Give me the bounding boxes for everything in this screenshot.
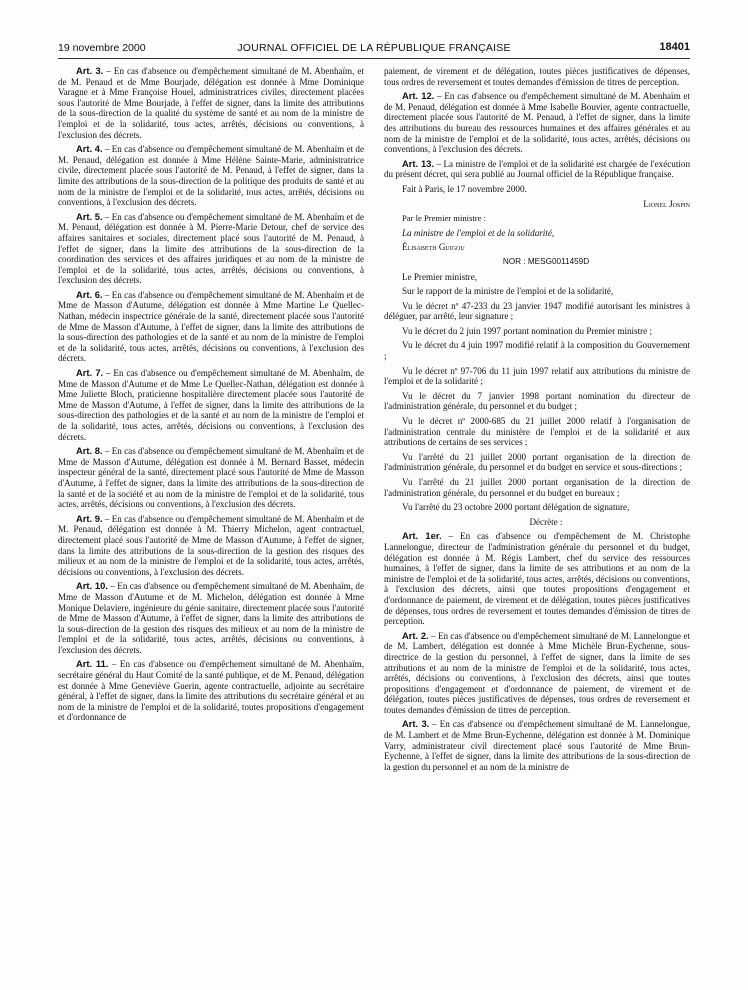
preamble-line: Vu l'arrêté du 21 juillet 2000 portant organisation de la direction de l'administration générale, du personnel et du budget en service et sous-directions ; <box>384 451 690 473</box>
article-text: En cas d'absence ou d'empêchement simultané de M. Abenhaïm et de M. Penaud, délégation est donnée à M. Thierry Michelon, agent contractuel, directement placé sous l'autorité de Mme de Masson d'Autume, à l'effet de signer, dans la limite des attributions de la sous-direction de la gestion des risques des milieux et au nom de la ministre de l'emploi et de la solidarité, tous actes, arrêtés, décisions ou conventions, à l'exclusion des décrets. <box>58 513 364 577</box>
minister-title: La ministre de l'emploi et de la solidarité, <box>402 227 555 238</box>
header-page-number: 18401 <box>659 41 690 53</box>
article-dash: – <box>428 630 438 641</box>
header-date: 19 novembre 2000 <box>58 42 146 54</box>
article-paragraph <box>58 212 364 286</box>
article-number: Art. 10. <box>76 580 108 592</box>
preamble-line: Vu l'arrêté du 23 octobre 2000 portant délégation de signature, <box>402 502 630 513</box>
article-dash: – <box>102 513 112 524</box>
article-text: En cas d'absence ou d'empêchement simultané de M. Lannelongue, de M. Lambert et de Mme Brun-Eychenne, délégation est donnée à M. Dominique Varry, administrateur civil directement placé sous l'autorité de Mme Brun-Eychenne, à l'effet de signer, dans la limite des attributions de la sous-direction de la gestion du personnel et au nom de la ministre de <box>384 719 690 772</box>
article-dash: – <box>441 531 461 542</box>
article-paragraph <box>58 66 364 140</box>
article-text: En cas d'absence ou d'empêchement simultané de M. Abenhaïm et de M. Penaud, délégation est donnée à Mme Hélène Sainte-Marie, administratrice civile, directement placée sous l'autorité de M. Penaud, à l'effet de signer, dans la limite des attributions de la sous-direction de la politique des produits de santé et au nom de la ministre de l'emploi et de la solidarité, tous actes, arrêtés, décisions ou conventions, à l'exclusion des décrets. <box>58 144 364 208</box>
preamble-line: Sur le rapport de la ministre de l'emploi et de la solidarité, <box>402 286 614 297</box>
article-dash: – <box>102 446 112 457</box>
article-paragraph <box>384 91 690 155</box>
article-dash: – <box>108 659 120 670</box>
right-articles-top <box>384 91 690 180</box>
header-title: JOURNAL OFFICIEL DE LA RÉPUBLIQUE FRANÇAISE <box>237 42 511 54</box>
article-paragraph <box>384 159 690 180</box>
article-dash: – <box>103 368 114 379</box>
article-number: Art. 13. <box>402 157 434 169</box>
preamble-line: Vu le décret du 2 juin 1997 portant nomination du Premier ministre ; <box>402 325 652 336</box>
article-text: En cas d'absence ou d'empêchement simultané de M. Abenhaïm, de Mme de Masson d'Autume et de Mme Le Quellec-Nathan, délégation est donnée à Mme Juliette Bloch, praticienne hospitalière directement placée sous l'autorité de Mme de Masson d'Autume, à l'effet de signer, dans la limite des attributions de la sous-direction des pathologies et de la santé et au nom de la ministre de l'emploi et de la solidarité, tous actes, arrêtés, décisions ou conventions, à l'exclusion des décrets. <box>58 368 364 442</box>
left-column <box>58 66 364 966</box>
article-number: Art. 6. <box>76 288 103 300</box>
preamble <box>384 272 690 513</box>
article-text: En cas d'absence ou d'empêchement de M. Christophe Lannelongue, directeur de l'administration générale du personnel et du budget, délégation est donnée à M. Régis Lambert, chef du service des ressources humaines, à l'effet de signer, dans la limite de ses attributions et au nom de la ministre de l'emploi et de la solidarité, tous actes, arrêtés, décisions ou conventions, à l'exclusion des décrets, ainsi que toutes propositions d'engagement et d'ordonnance de paiement, de virement et de délégation, toutes pièces justificatives de dépenses, tous ordres de reversement et toutes demandes d'émission de titres de perception. <box>384 531 690 627</box>
preamble-line: Vu le décret du 4 juin 1997 modifié relatif à la composition du Gouvernement ; <box>384 340 690 362</box>
article-text: En cas d'absence ou d'empêchement simultané de M. Abenhaïm, de Mme de Masson d'Autume et de M. Michelon, délégation est donnée à Mme Monique Delaviere, ingénieure du génie sanitaire, directement placée sous l'autorité de Mme de Masson d'Autume, à l'effet de signer, dans la limite des attributions de la sous-direction de la gestion des risques des milieux et au nom de la ministre de l'emploi et de la solidarité, tous actes, arrêtés, décisions ou conventions, à l'exclusion des décrets. <box>58 581 364 655</box>
article-paragraph <box>58 368 364 442</box>
article-paragraph <box>58 290 364 364</box>
article-text: En cas d'absence ou d'empêchement simultané de M. Abenhaïm et de Mme de Masson d'Autume, délégation est donnée à Mme Martine Le Quellec-Nathan, médecin inspectrice générale de la santé, directement placée sous l'autorité de Mme de Masson d'Autume, à l'effet de signer, dans la limite des attributions de la sous-direction des pathologies et de la santé et au nom de la ministre de l'emploi et de la solidarité, tous actes, arrêtés, décisions ou conventions, à l'exclusion des décrets. <box>58 289 364 364</box>
article-number: Art. 3. <box>76 66 104 76</box>
article-number: Art. 5. <box>76 210 103 222</box>
preamble-line: Vu le décret du 7 janvier 1998 portant nomination du directeur de l'administration générale, du personnel et du budget ; <box>384 390 690 412</box>
article-paragraph <box>384 531 690 626</box>
decrete-heading: Décrète : <box>529 516 563 527</box>
article-text: En cas d'absence ou d'empêchement simultané de M. Lannelongue et de M. Lambert, délégation est donnée à Mme Michèle Brun-Eychenne, sous-directrice de la gestion du personnel, à l'effet de signer, dans la limite de ses attributions et au nom de la ministre de l'emploi et de la solidarité, tous actes, arrêtés, décisions ou conventions, à l'exclusion des décrets, ainsi que toutes propositions d'engagement et d'ordonnance de paiement, de virement et de délégation, toutes pièces justificatives de dépenses, tous ordres de reversement et toutes demandes d'émission de titres de perception. <box>384 630 690 715</box>
preamble-line: Vu le décret nº 47-233 du 23 janvier 1947 modifié autorisant les ministres à déléguer, par arrêté, leur signature ; <box>384 300 690 322</box>
right-column <box>384 66 690 966</box>
signatory-prime-minister: Lionel Jospin <box>643 198 690 209</box>
article-number: Art. 3. <box>402 718 430 730</box>
article-paragraph <box>58 581 364 655</box>
article-text: En cas d'absence ou d'empêchement simultané de M. Abenhaïm, secrétaire général du Haut Comité de la santé publique, et de M. Penaud, délégation est donnée à Mme Geneviève Guerin, agente contractuelle, adjointe au secrétaire général, à l'effet de signer, dans la limite des attributions du secrétaire général et au nom de la ministre de l'emploi et de la solidarité, toutes propositions d'engagement et d'ordonnance de <box>58 659 364 723</box>
continuation-text: paiement, de virement et de délégation, toutes pièces justificatives de dépenses, tous ordres de reversement et toutes demandes d'émission de titres de perception. <box>384 66 690 87</box>
article-text: En cas d'absence ou d'empêchement simultané de M. Abenhaïm et de Mme de Masson d'Autume, délégation est donnée à M. Bernard Basset, médecin inspecteur général de la santé, directement placé sous l'autorité de Mme de Masson d'Autume, à l'effet de signer, dans la limite des attributions de la sous-direction de la santé et de la société et au nom de la ministre de l'emploi et de la solidarité, tous actes, arrêtés, décisions ou conventions, à l'exclusion des décrets. <box>58 446 364 510</box>
nor-reference: NOR : MESG0011459D <box>502 256 590 266</box>
article-number: Art. 8. <box>76 445 103 457</box>
article-paragraph <box>384 631 690 716</box>
article-dash: – <box>107 581 118 592</box>
article-number: Art. 9. <box>76 512 103 524</box>
article-dash: – <box>434 91 445 102</box>
article-dash: – <box>434 158 444 169</box>
page-header <box>58 38 690 59</box>
article-dash: – <box>429 719 440 730</box>
article-dash: – <box>102 211 112 222</box>
preamble-line: Le Premier ministre, <box>402 271 478 282</box>
fait-a-paris: Fait à Paris, le 17 novembre 2000. <box>402 183 527 194</box>
right-articles-bottom <box>384 531 690 772</box>
article-dash: – <box>102 289 112 300</box>
article-number: Art. 4. <box>76 143 103 155</box>
article-paragraph <box>58 144 364 208</box>
article-dash: – <box>103 66 114 76</box>
article-number: Art. 12. <box>402 90 435 102</box>
article-text: En cas d'absence ou d'empêchement simultané de M. Abenhaïm, et de M. Penaud et de Mme Bourjade, délégation est donnée à Mme Dominique Varagne et à Mme Françoise Houel, administratrices civiles, directement placées sous l'autorité de Mme Bourjade, à l'effet de signer, dans la limite des attributions de la sous-direction de la qualité du système de santé et au nom de la ministre de l'emploi et de la solidarité, tous actes, arrêtés, décisions ou conventions, à l'exclusion des décrets. <box>58 66 364 140</box>
article-paragraph <box>58 446 364 510</box>
article-number: Art. 1er. <box>402 530 442 542</box>
article-text: La ministre de l'emploi et de la solidarité est chargée de l'exécution du présent décret, qui sera publié au Journal officiel de la République française. <box>384 158 690 180</box>
article-paragraph <box>58 659 364 723</box>
preamble-line: Vu le décret nº 97-706 du 11 juin 1997 relatif aux attributions du ministre de l'emploi et de la solidarité ; <box>384 365 690 387</box>
article-paragraph <box>384 719 690 772</box>
article-number: Art. 7. <box>76 367 104 379</box>
signatory-minister: Élisabeth Guigou <box>402 242 465 253</box>
article-number: Art. 2. <box>402 629 429 641</box>
article-text: En cas d'absence ou d'empêchement simultané de M. Abenhaïm et de M. Penaud, délégation est donnée à Mme Isabelle Bouvier, agente contractuelle, directement placée sous l'autorité de M. Penaud, à l'effet de signer, dans la limite des attributions du bureau des ressources humaines et des affaires générales et au nom de la ministre de l'emploi et de la solidarité, tous actes, arrêtés, décisions ou conventions, à l'exclusion des décrets. <box>384 91 690 155</box>
preamble-line: Vu le décret nº 2000-685 du 21 juillet 2000 relatif à l'organisation de l'administration centrale du ministère de l'emploi et de la solidarité et aux attributions de certains de ses services ; <box>384 416 690 448</box>
pm-label: Par le Premier ministre : <box>402 213 487 224</box>
article-dash: – <box>102 144 112 155</box>
article-number: Art. 11. <box>76 658 109 670</box>
preamble-line: Vu l'arrêté du 21 juillet 2000 portant organisation de la direction de l'administration générale, du personnel et du budget en bureaux ; <box>384 477 690 498</box>
article-text: En cas d'absence ou d'empêchement simultané de M. Abenhaïm et de M. Penaud, délégation est donnée à M. Pierre-Marie Detour, chef de service des affaires sanitaires et sociales, directement placé sous l'autorité de M. Penaud, à l'effet de signer, dans la limite des attributions de la sous-direction de la coordination des services et des affaires juridiques et au nom de la ministre de l'emploi et de la solidarité, tous actes, arrêtés, décisions ou conventions, à l'exclusion des décrets. <box>58 211 364 286</box>
article-paragraph <box>58 514 364 578</box>
